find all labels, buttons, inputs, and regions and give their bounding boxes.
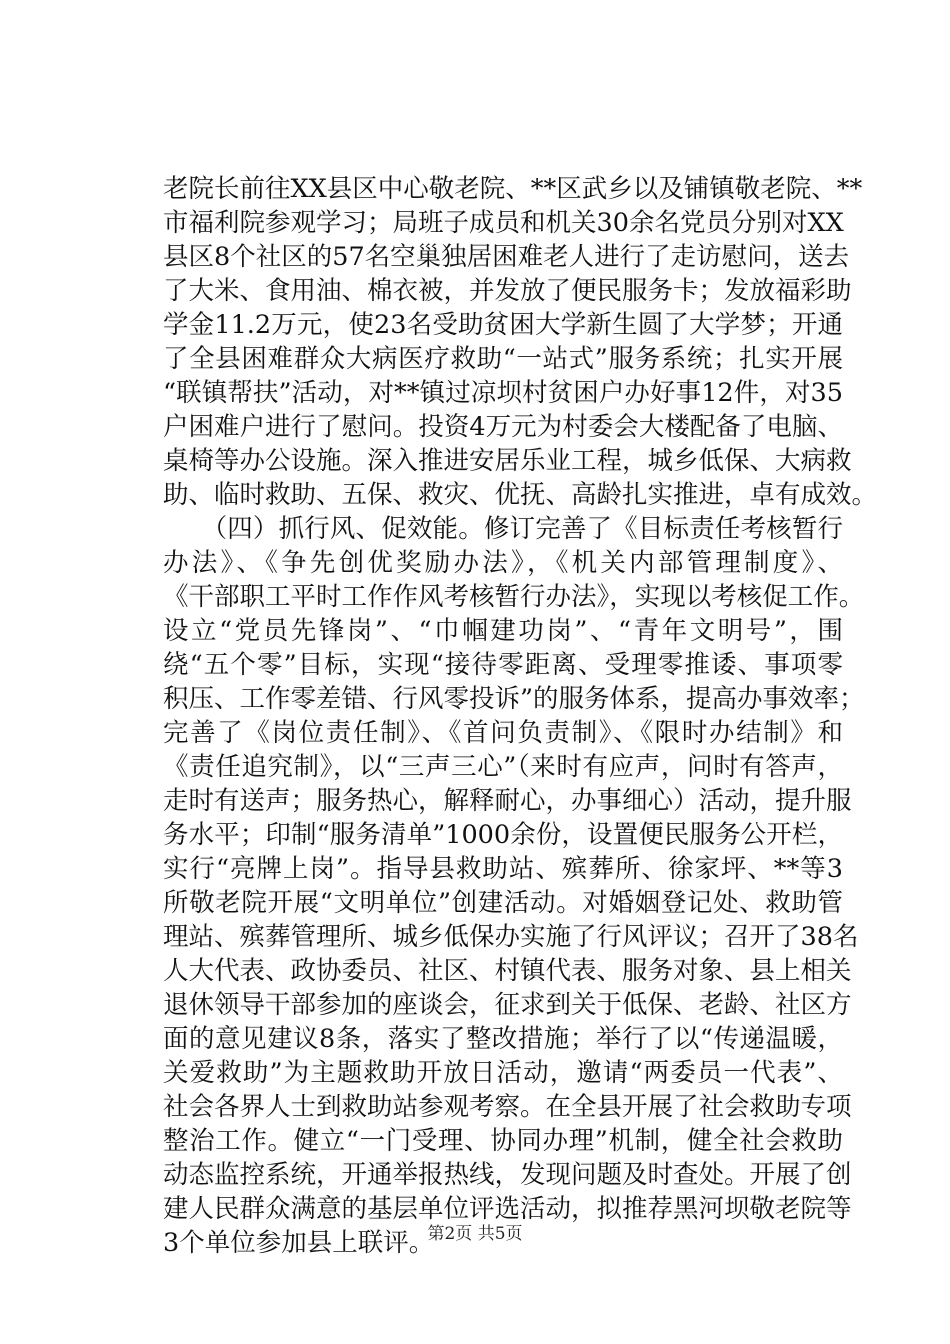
paragraph-line: 《责任追究制》，以“三声三心”（来时有应声，问时有答声， [163, 752, 843, 782]
paragraph-line: 所敬老院开展“文明单位”创建活动。对婚姻登记处、救助管 [163, 888, 843, 918]
paragraph-line: 积压、工作零差错、行风零投诉”的服务体系，提高办事效率； [163, 684, 865, 714]
paragraph-line: 老院长前往XX县区中心敬老院、**区武乡以及铺镇敬老院、** [163, 174, 863, 204]
paragraph-line: 建人民群众满意的基层单位评选活动，拟推荐黑河坝敬老院等 [163, 1194, 852, 1224]
paragraph-line: 完善了《岗位责任制》、《首问负责制》、《限时办结制》和 [163, 718, 843, 748]
paragraph-2 [163, 512, 865, 1260]
paragraph-line: 绕“五个零”目标，实现“接待零距离、受理零推诿、事项零 [163, 650, 843, 680]
paragraph-line: 桌椅等办公设施。深入推进安居乐业工程，城乡低保、大病救 [163, 446, 852, 476]
paragraph-line: 实行“亮牌上岗”。指导县救助站、殡葬所、徐家坪、**等3 [163, 854, 843, 884]
paragraph-line: 3个单位参加县上联评。 [163, 1228, 435, 1258]
paragraph-line: 面的意见建议8条，落实了整改措施；举行了以“传递温暖， [163, 1024, 843, 1054]
paragraph-line: 人大代表、政协委员、社区、村镇代表、服务对象、县上相关 [163, 956, 852, 986]
paragraph-line: 户困难户进行了慰问。投资4万元为村委会大楼配备了电脑、 [163, 412, 843, 442]
paragraph-line: 理站、殡葬管理所、城乡低保办实施了行风评议；召开了38名 [163, 922, 859, 952]
paragraph-line: 办法》、《争先创优奖励办法》，《机关内部管理制度》、 [163, 548, 843, 578]
paragraph-line: 了大米、食用油、棉衣被，并发放了便民服务卡；发放福彩助 [163, 276, 852, 306]
paragraph-line: 务水平；印制“服务清单”1000余份，设置便民服务公开栏， [163, 820, 843, 850]
paragraph-line: 学金11.2万元，使23名受助贫困大学新生圆了大学梦；开通 [163, 310, 843, 340]
paragraph-line: 走时有送声；服务热心，解释耐心，办事细心）活动，提升服 [163, 786, 852, 816]
paragraph-1 [163, 172, 878, 512]
paragraph-line: 整治工作。健立“一门受理、协同办理”机制，健全社会救助 [163, 1126, 843, 1156]
paragraph-line: 县区8个社区的57名空巢独居困难老人进行了走访慰问，送去 [163, 242, 850, 272]
paragraph-line: 了全县困难群众大病医疗救助“一站式”服务系统；扎实开展 [163, 344, 843, 374]
paragraph-line: 关爱救助”为主题救助开放日活动，邀请“两委员一代表”、 [163, 1058, 843, 1088]
paragraph-line: 设立“党员先锋岗”、“巾帼建功岗”、“青年文明号”，围 [163, 616, 843, 646]
paragraph-line: 助、临时救助、五保、救灾、优抚、高龄扎实推进，卓有成效。 [163, 480, 878, 510]
paragraph-line: “联镇帮扶”活动，对**镇过凉坝村贫困户办好事12件，对35 [163, 378, 843, 408]
paragraph-line: 社会各界人士到救助站参观考察。在全县开展了社会救助专项 [163, 1092, 852, 1122]
paragraph-line: （四）抓行风、促效能。修订完善了《目标责任考核暂行 [163, 514, 843, 544]
page-number-footer: 第2页 共5页 [427, 1224, 523, 1244]
paragraph-line: 动态监控系统，开通举报热线，发现问题及时查处。开展了创 [163, 1160, 852, 1190]
paragraph-line: 退休领导干部参加的座谈会，征求到关于低保、老龄、社区方 [163, 990, 852, 1020]
paragraph-line: 市福利院参观学习；局班子成员和机关30余名党员分别对XX [163, 208, 844, 238]
paragraph-line: 《干部职工平时工作作风考核暂行办法》，实现以考核促工作。 [163, 582, 865, 612]
